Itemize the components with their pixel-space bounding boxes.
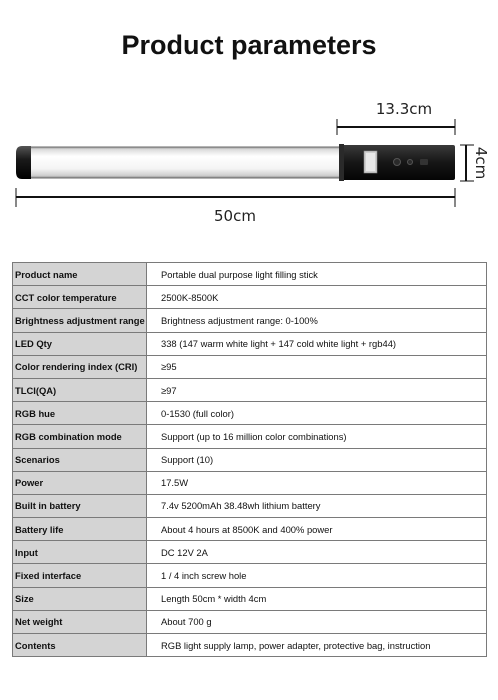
table-row: [13, 587, 487, 610]
page-title: Product parameters: [121, 30, 377, 60]
spec-value: Support (up to 16 million color combinations): [147, 425, 487, 448]
table-row: [13, 355, 487, 378]
spec-label: Fixed interface: [13, 564, 147, 587]
table-row: [13, 378, 487, 401]
spec-label: Brightness adjustment range: [13, 309, 147, 332]
light-stick-diagram: [0, 90, 498, 230]
table-row: [13, 263, 487, 286]
table-row: [13, 448, 487, 471]
spec-value: 1 / 4 inch screw hole: [147, 564, 487, 587]
spec-value: 7.4v 5200mAh 38.48wh lithium battery: [147, 494, 487, 517]
spec-value: 2500K-8500K: [147, 286, 487, 309]
spec-label: Built in battery: [13, 494, 147, 517]
diameter-dimension: [460, 145, 490, 181]
spec-label: LED Qty: [13, 332, 147, 355]
table-row: [13, 471, 487, 494]
spec-label: RGB combination mode: [13, 425, 147, 448]
table-row: [13, 634, 487, 657]
table-row: [13, 332, 487, 355]
spec-value: 0-1530 (full color): [147, 402, 487, 425]
table-row: [13, 286, 487, 309]
spec-label: Product name: [13, 263, 147, 286]
spec-table: [12, 262, 487, 657]
spec-value: 17.5W: [147, 471, 487, 494]
spec-value: Brightness adjustment range: 0-100%: [147, 309, 487, 332]
spec-value: Length 50cm * width 4cm: [147, 587, 487, 610]
table-row: [13, 564, 487, 587]
table-row: [13, 494, 487, 517]
spec-label: RGB hue: [13, 402, 147, 425]
spec-label: Color rendering index (CRI): [13, 355, 147, 378]
control-button-icon: [408, 160, 413, 165]
diameter-label: 4cm: [472, 146, 490, 180]
spec-label: TLCI(QA): [13, 378, 147, 401]
spec-label: Scenarios: [13, 448, 147, 471]
total-length-label: 50cm: [214, 207, 256, 225]
table-row: [13, 541, 487, 564]
spec-label: Input: [13, 541, 147, 564]
spec-label: CCT color temperature: [13, 286, 147, 309]
spec-value: 338 (147 warm white light + 147 cold white light + rgb44): [147, 332, 487, 355]
table-row: [13, 402, 487, 425]
spec-value: DC 12V 2A: [147, 541, 487, 564]
table-row: [13, 518, 487, 541]
spec-value: About 700 g: [147, 610, 487, 633]
spec-value: ≥95: [147, 355, 487, 378]
spec-label: Contents: [13, 634, 147, 657]
spec-label: Battery life: [13, 518, 147, 541]
table-row: [13, 309, 487, 332]
spec-value: ≥97: [147, 378, 487, 401]
head-length-label: 13.3cm: [375, 100, 433, 118]
table-row: [13, 425, 487, 448]
head-length-dimension: [337, 100, 455, 135]
light-stick: [16, 144, 455, 181]
total-length-dimension: [16, 188, 455, 225]
spec-label: Power: [13, 471, 147, 494]
spec-value: Support (10): [147, 448, 487, 471]
spec-value: About 4 hours at 8500K and 400% power: [147, 518, 487, 541]
table-row: [13, 610, 487, 633]
spec-value: RGB light supply lamp, power adapter, protective bag, instruction: [147, 634, 487, 657]
spec-value: Portable dual purpose light filling stick: [147, 263, 487, 286]
spec-label: Net weight: [13, 610, 147, 633]
control-button-icon: [394, 159, 401, 166]
spec-label: Size: [13, 587, 147, 610]
